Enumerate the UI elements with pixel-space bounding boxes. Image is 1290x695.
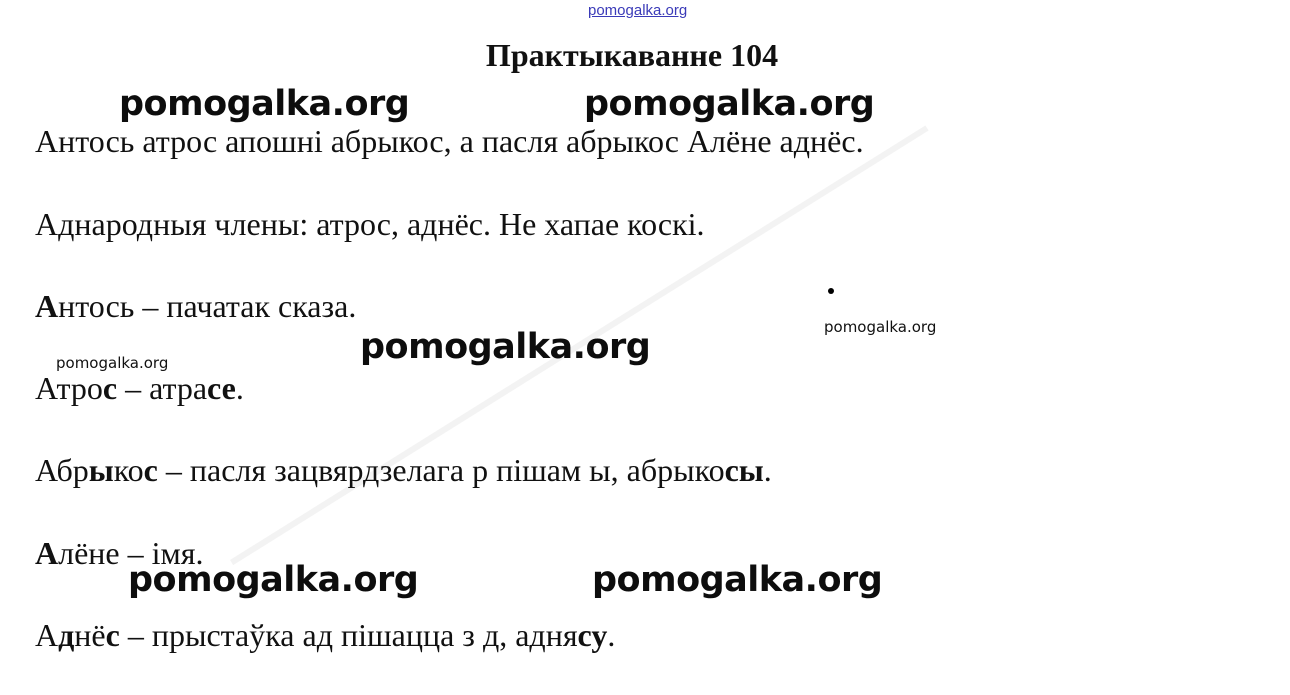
text-segment: – прыстаўка ад пішацца з д, адня: [119, 617, 578, 653]
bold-segment: А: [35, 535, 59, 571]
text-segment: Атро: [35, 370, 103, 406]
analysis-line: [35, 206, 705, 243]
watermark-logo: pomogalka.org: [119, 84, 410, 124]
text-segment: Абр: [35, 452, 89, 488]
bold-segment: сы: [724, 452, 764, 488]
text-segment: нтось – пачатак сказа.: [58, 288, 357, 324]
text-segment: нё: [74, 617, 106, 653]
text-segment: ко: [113, 452, 144, 488]
bold-segment: А: [35, 288, 59, 324]
analysis-line: [35, 617, 615, 654]
bold-segment: д: [58, 617, 75, 653]
watermark-logo: pomogalka.org: [584, 84, 875, 124]
watermark-logo: pomogalka.org: [592, 560, 883, 600]
text-segment: Аднародныя члены: атрос, аднёс. Не хапае коскі.: [35, 206, 705, 242]
text-segment: – атра: [117, 370, 208, 406]
analysis-line: [35, 288, 356, 325]
bold-segment: ы: [88, 452, 114, 488]
analysis-line: [35, 452, 772, 489]
page-title: Практыкаванне 104: [485, 37, 779, 73]
text-segment: А: [35, 617, 59, 653]
text-segment: Антось атрос апошні абрыкос, а пасля абрыкос Алёне аднёс.: [35, 123, 864, 159]
text-segment: .: [763, 452, 772, 488]
watermark-small: pomogalka.org: [824, 318, 937, 336]
bullet-dot: [828, 288, 834, 294]
watermark-small: pomogalka.org: [56, 354, 169, 372]
text-segment: .: [607, 617, 616, 653]
text-segment: лёне – імя.: [58, 535, 204, 571]
bold-segment: с: [143, 452, 158, 488]
text-segment: – пасля зацвярдзелага р пішам ы, абрыко: [157, 452, 725, 488]
sentence-line: [35, 123, 864, 160]
watermark-logo: pomogalka.org: [128, 560, 419, 600]
bold-segment: су: [577, 617, 608, 653]
analysis-line: [35, 370, 244, 407]
source-link[interactable]: pomogalka.org: [588, 2, 688, 19]
bold-segment: с: [105, 617, 120, 653]
bold-segment: с: [102, 370, 118, 406]
bold-segment: се: [207, 370, 236, 406]
text-segment: .: [235, 370, 244, 406]
watermark-logo: pomogalka.org: [360, 327, 651, 367]
